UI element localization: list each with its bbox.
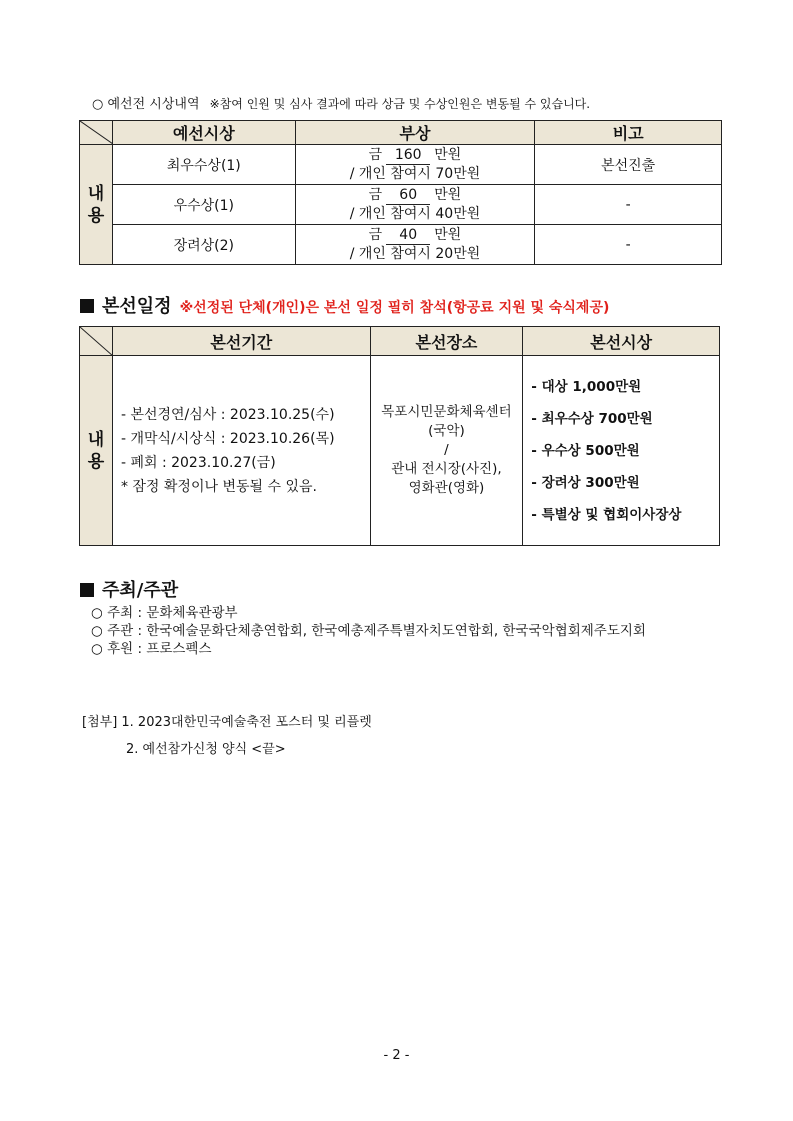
- award-name: 장려상(2): [112, 225, 295, 265]
- final-notice: ※선정된 단체(개인)은 본선 일정 필히 참석(항공료 지원 및 숙식제공): [179, 300, 610, 316]
- prize-sub: / 개인 참여시 40만원: [349, 206, 481, 222]
- diagonal-line-icon: [80, 121, 113, 144]
- organizer-line: ○ 주관 : 한국예술문화단체총연합회, 한국예총제주특별자치도연합회, 한국국악협회제주도지회: [91, 623, 646, 639]
- prize-prefix: 금: [368, 147, 383, 163]
- organizer-heading-text: 주최/주관: [102, 580, 179, 601]
- col-header-award: 예선시상: [112, 121, 295, 145]
- prize-cell: [295, 145, 535, 185]
- side-label-content: [80, 145, 113, 265]
- prize-prefix: 금: [368, 227, 383, 243]
- prize-amount: 160: [386, 146, 430, 165]
- final-prize-item: - 우수상 500만원: [531, 442, 640, 459]
- side-label-char: 내: [87, 183, 105, 204]
- prize-cell: [295, 225, 535, 265]
- square-bullet-icon: [80, 299, 94, 313]
- prize-prefix: 금: [368, 187, 383, 203]
- prize-amount: 40: [386, 226, 430, 245]
- award-name: 우수상(1): [112, 185, 295, 225]
- prize-sub: / 개인 참여시 70만원: [349, 166, 481, 182]
- organizer-line: ○ 주최 : 문화체육관광부: [91, 605, 238, 621]
- prize-amount: 60: [386, 186, 430, 205]
- schedule-item: - 폐회 : 2023.10.27(금): [120, 454, 276, 471]
- final-prize-item: - 최우수상 700만원: [531, 410, 653, 427]
- schedule-item: - 개막식/시상식 : 2023.10.26(목): [120, 430, 335, 447]
- col-header-prizes: 본선시상: [523, 327, 720, 356]
- note-cell: -: [535, 185, 722, 225]
- final-section-heading: [80, 292, 609, 318]
- venue-line: 관내 전시장(사진),: [391, 461, 502, 477]
- final-prize-item: - 특별상 및 협회이사장상: [531, 506, 682, 523]
- prize-sub: / 개인 참여시 20만원: [349, 246, 481, 262]
- final-prize-item: - 장려상 300만원: [531, 474, 640, 491]
- side-label-char: 용: [87, 205, 105, 226]
- schedule-cell: [112, 356, 370, 546]
- organizer-line: ○ 후원 : 프로스펙스: [91, 641, 212, 657]
- diagonal-line-icon: [80, 327, 113, 356]
- side-label-content: [80, 356, 113, 546]
- side-label-char: 용: [87, 451, 105, 472]
- diagonal-header-cell: [80, 121, 113, 145]
- schedule-item: - 본선경연/심사 : 2023.10.25(수): [120, 406, 335, 423]
- schedule-item: * 잠정 확정이나 변동될 수 있음.: [120, 478, 317, 495]
- note-cell: -: [535, 225, 722, 265]
- prelim-heading: [92, 93, 590, 112]
- venue-line: 목포시민문화체육센터: [381, 404, 512, 420]
- final-prize-item: - 대상 1,000만원: [531, 378, 642, 395]
- prize-unit: 만원: [434, 227, 462, 243]
- prelim-award-table: [79, 120, 722, 265]
- final-schedule-table: [79, 326, 720, 546]
- venue-line: /: [444, 442, 449, 458]
- prelim-note: ※참여 인원 및 심사 결과에 따라 상금 및 수상인원은 변동될 수 있습니다.: [209, 97, 591, 111]
- prize-cell: [295, 185, 535, 225]
- organizer-lines: [91, 604, 646, 658]
- col-header-prize: 부상: [295, 121, 535, 145]
- attachment-line-2: 2. 예선참가신청 양식 <끝>: [126, 742, 286, 757]
- prelim-heading-text: ○ 예선전 시상내역: [92, 97, 200, 112]
- final-prizes-cell: [523, 356, 720, 546]
- venue-cell: [370, 356, 523, 546]
- col-header-venue: 본선장소: [370, 327, 523, 356]
- attachment-line-1: [첨부] 1. 2023대한민국예술축전 포스터 및 리플렛: [82, 715, 372, 730]
- col-header-period: 본선기간: [112, 327, 370, 356]
- side-label-char: 내: [87, 429, 105, 450]
- prize-unit: 만원: [434, 187, 462, 203]
- page-number: - 2 -: [383, 1048, 410, 1063]
- award-name: 최우수상(1): [112, 145, 295, 185]
- venue-line: 영화관(영화): [408, 480, 485, 496]
- prize-unit: 만원: [434, 147, 462, 163]
- final-heading-text: 본선일정: [102, 296, 172, 317]
- col-header-note: 비고: [535, 121, 722, 145]
- venue-line: (국악): [428, 423, 465, 439]
- diagonal-header-cell: [80, 327, 113, 356]
- organizer-section-heading: [80, 576, 178, 602]
- square-bullet-icon: [80, 583, 94, 597]
- note-cell: 본선진출: [535, 145, 722, 185]
